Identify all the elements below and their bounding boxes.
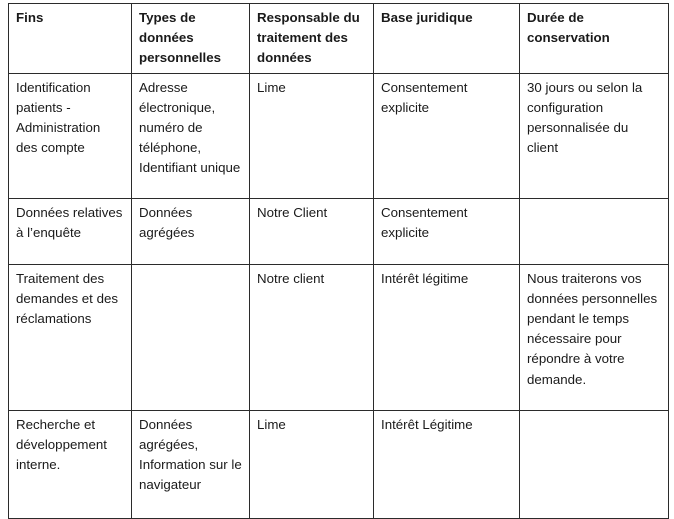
table-cell-fins bbox=[9, 73, 132, 198]
column-header-types-donnees-label: Types de données personnelles bbox=[139, 10, 222, 66]
table-cell-duree bbox=[520, 73, 669, 198]
column-header-base-juridique-label: Base juridique bbox=[381, 10, 473, 25]
table-cell-fins bbox=[9, 410, 132, 518]
cell-text: Lime bbox=[257, 79, 286, 95]
table-cell-fins bbox=[9, 198, 132, 264]
table-cell-base-juridique bbox=[374, 198, 520, 264]
cell-text: Consentement explicite bbox=[381, 79, 468, 115]
column-header-responsable bbox=[250, 4, 374, 74]
table-cell-responsable bbox=[250, 198, 374, 264]
table-cell-responsable bbox=[250, 410, 374, 518]
column-header-types-donnees bbox=[132, 4, 250, 74]
column-header-fins bbox=[9, 4, 132, 74]
cell-text: Intérêt légitime bbox=[381, 270, 469, 286]
cell-text: Notre Client bbox=[257, 204, 328, 220]
table-cell-duree bbox=[520, 410, 669, 518]
table-header bbox=[9, 4, 669, 74]
table-cell-fins bbox=[9, 264, 132, 410]
cell-text: Identification patients - Administration des compte bbox=[16, 79, 101, 156]
table-cell-types-donnees bbox=[132, 73, 250, 198]
cell-text: Adresse électronique, numéro de téléphone, Identifiant unique bbox=[139, 79, 241, 176]
table-cell-duree bbox=[520, 264, 669, 410]
cell-text: Données relatives à l’enquête bbox=[16, 204, 123, 240]
column-header-responsable-label: Responsable du traitement des données bbox=[257, 10, 360, 66]
cell-text: Données agrégées, Information sur le navigateur bbox=[139, 416, 242, 493]
cell-text: Consentement explicite bbox=[381, 204, 468, 240]
column-header-duree bbox=[520, 4, 669, 74]
cell-text: Notre client bbox=[257, 270, 325, 286]
column-header-fins-label: Fins bbox=[16, 10, 44, 25]
cell-text: Nous traiterons vos données personnelles pendant le temps nécessaire pour répondre à votre demande. bbox=[527, 270, 658, 387]
table-header-row bbox=[9, 4, 669, 74]
table-cell-base-juridique bbox=[374, 73, 520, 198]
table-cell-responsable bbox=[250, 264, 374, 410]
table-row bbox=[9, 410, 669, 518]
table-cell-duree bbox=[520, 198, 669, 264]
table-cell-responsable bbox=[250, 73, 374, 198]
table-row bbox=[9, 73, 669, 198]
cell-text: 30 jours ou selon la configuration personnalisée du client bbox=[527, 79, 643, 156]
table-row bbox=[9, 264, 669, 410]
cell-text: Intérêt Légitime bbox=[381, 416, 473, 432]
table-body bbox=[9, 73, 669, 518]
cell-text: Lime bbox=[257, 416, 286, 432]
cell-text: Données agrégées bbox=[139, 204, 195, 240]
table-row bbox=[9, 198, 669, 264]
cell-text: Traitement des demandes et des réclamations bbox=[16, 270, 119, 327]
table-cell-base-juridique bbox=[374, 410, 520, 518]
personal-data-processing-table bbox=[8, 3, 669, 519]
table-cell-types-donnees bbox=[132, 264, 250, 410]
column-header-base-juridique bbox=[374, 4, 520, 74]
table-cell-types-donnees bbox=[132, 410, 250, 518]
cell-text: Recherche et développement interne. bbox=[16, 416, 107, 473]
column-header-duree-label: Durée de conservation bbox=[527, 10, 610, 46]
table-cell-base-juridique bbox=[374, 264, 520, 410]
table-cell-types-donnees bbox=[132, 198, 250, 264]
